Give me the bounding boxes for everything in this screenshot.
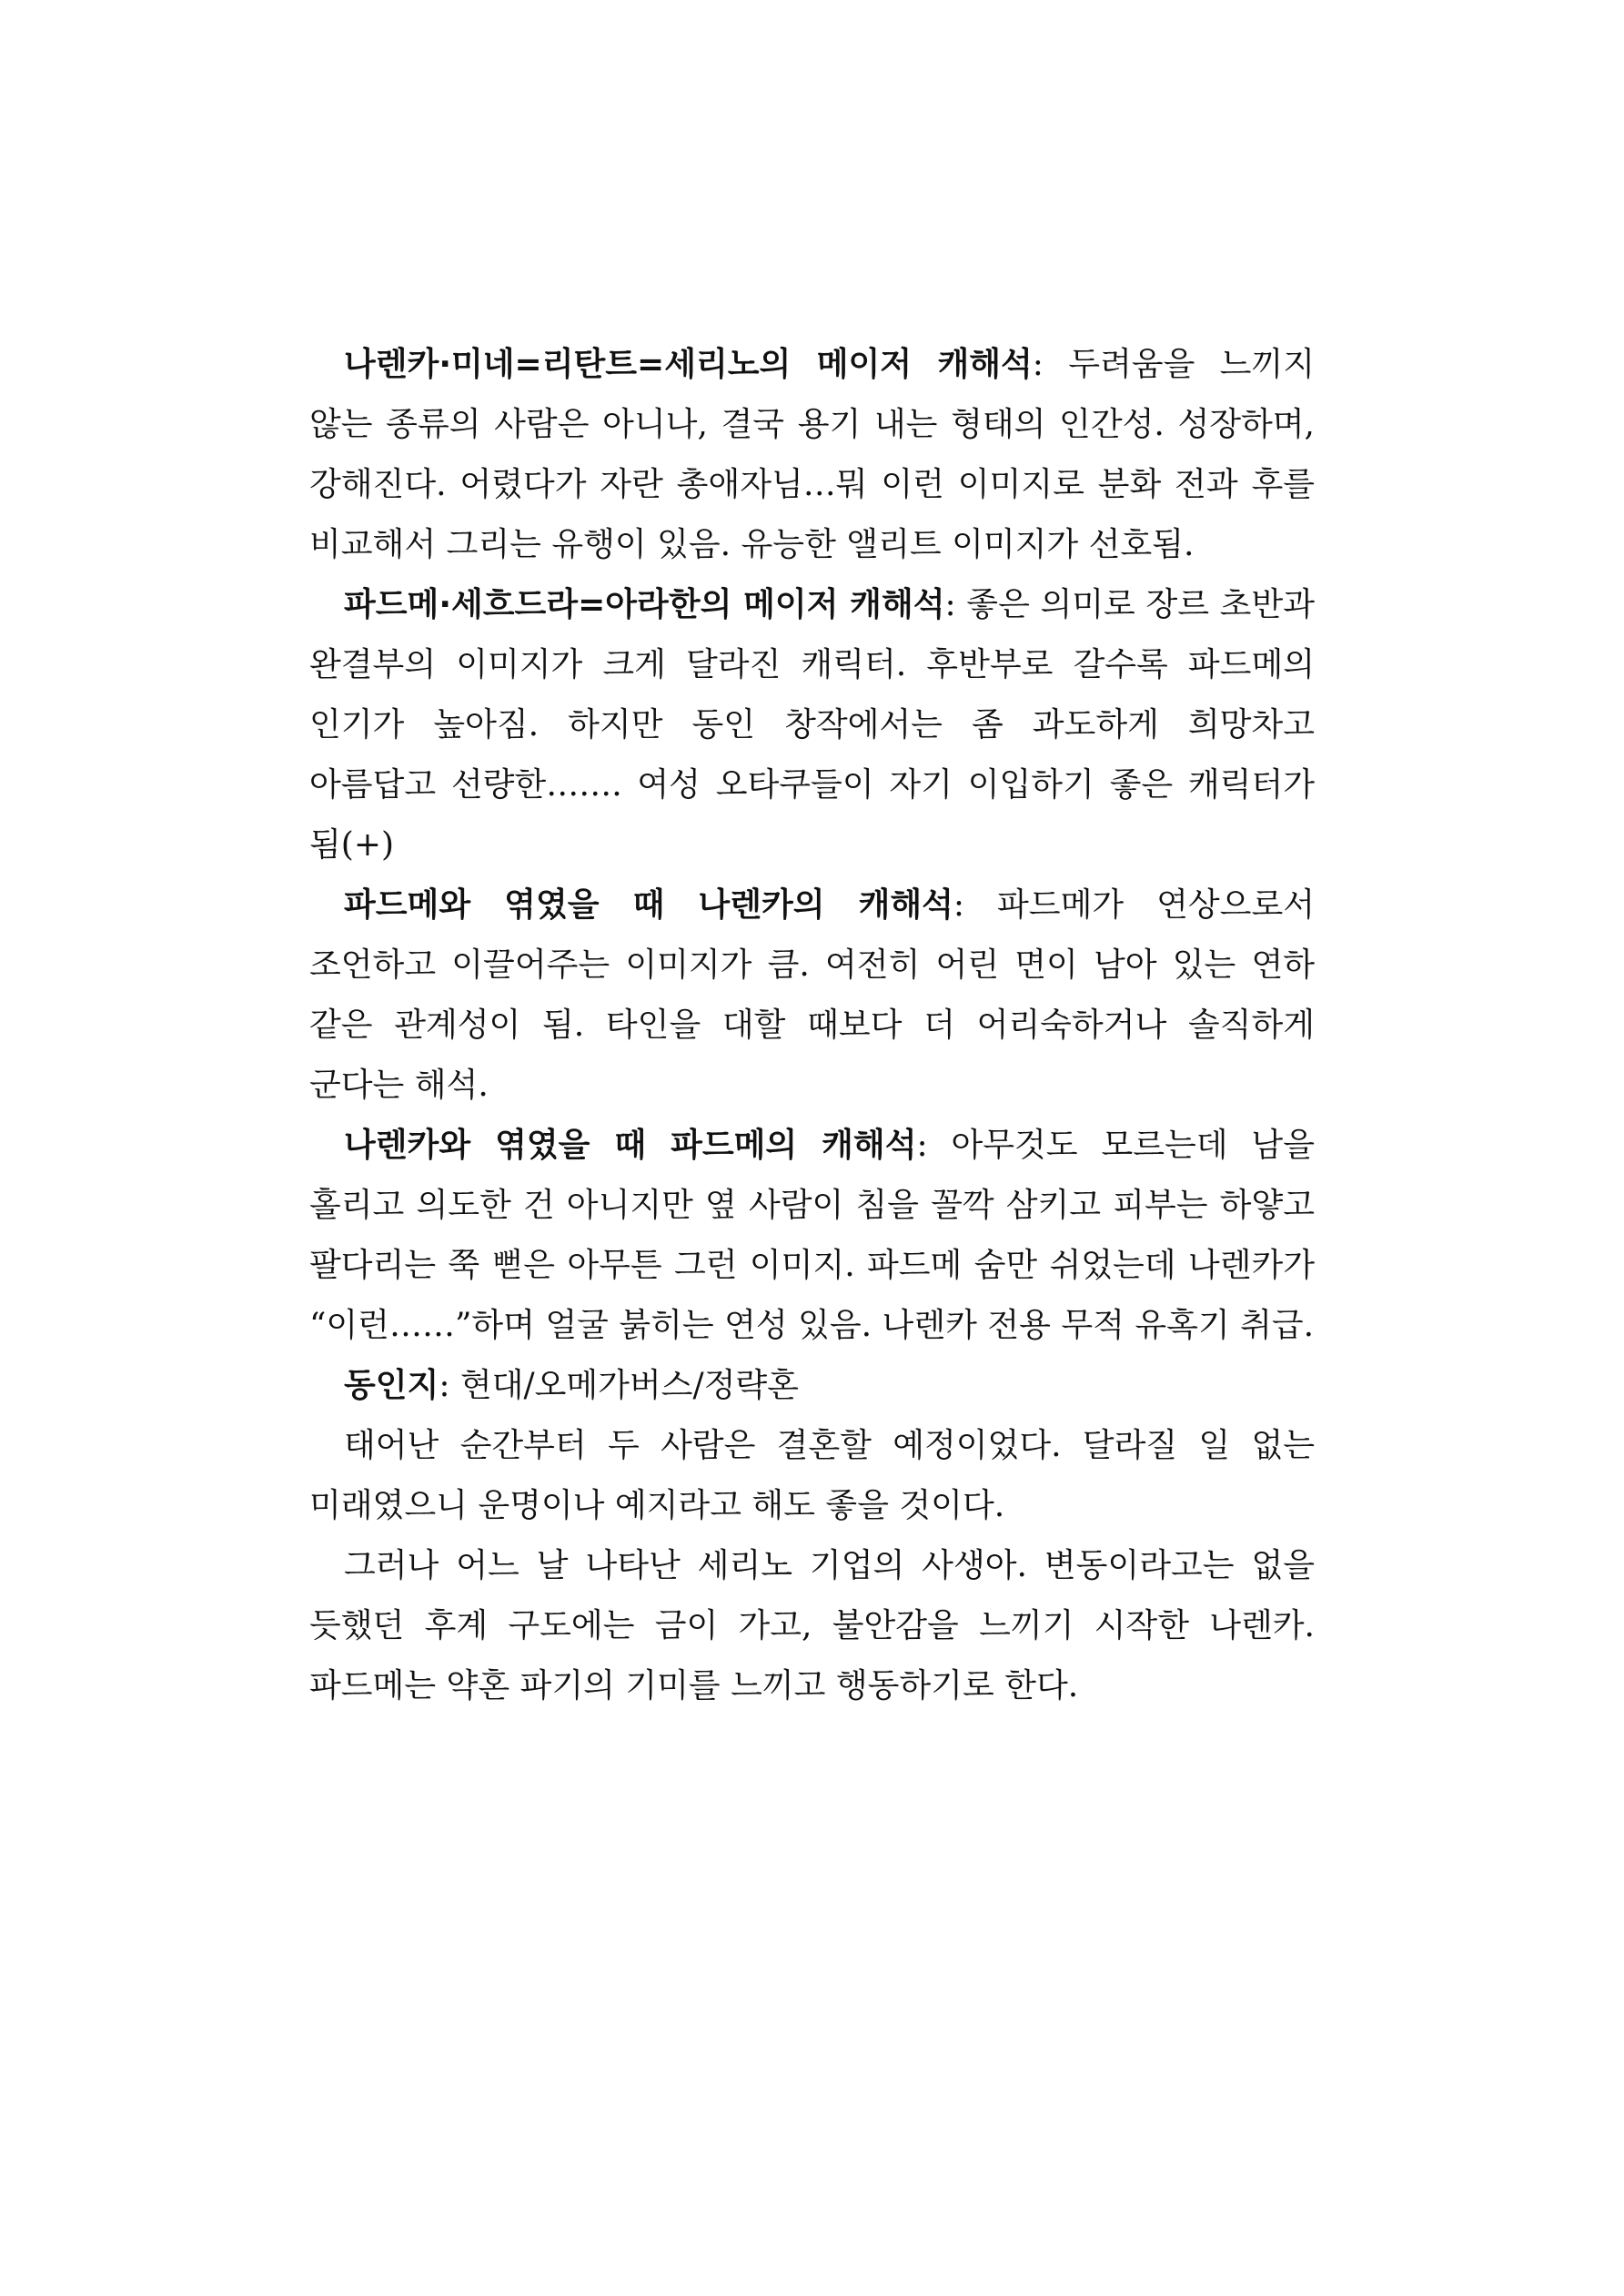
paragraph-text: : 좋은 의미로 장르 초반과 완결부의 이미지가 크게 달라진 캐릭터. 후반부로 갈수록 파드메의 인기가 높아짐. 하지만 동인 창작에서는 좀 과도하게 희망차고 아름답고 선량한……. 여성 오타쿠들이 자기 이입하기 좋은 캐릭터가 됨(+) (309, 586, 1315, 864)
paragraph-padme-major (309, 575, 1315, 875)
paragraph-label: 나렌카와 엮였을 때 파드메의 캐해석 (344, 1127, 917, 1164)
document-body (309, 335, 1315, 1716)
paragraph-padme-with-narenka (309, 1116, 1315, 1356)
paragraph-text: : 파드메가 연상으로서 조언하고 이끌어주는 이미지가 큼. 여전히 어린 면이 남아 있는 연하 같은 관계성이 됨. 타인을 대할 때보다 더 어리숙하거나 솔직하게 군다는 해석. (309, 886, 1315, 1104)
paragraph-text: : 현대/오메가버스/정략혼 (439, 1367, 799, 1404)
paragraph-synopsis-2 (309, 1536, 1315, 1716)
paragraph-label: 파드메와 엮였을 때 나렌카의 캐해석 (344, 886, 953, 924)
paragraph-synopsis-1 (309, 1416, 1315, 1536)
paragraph-narenka-major (309, 335, 1315, 575)
paragraph-text: : 아무것도 모르는데 남을 홀리고 의도한 건 아니지만 옆 사람이 침을 꼴깍 삼키고 피부는 하얗고 팔다리는 쭉 뻗은 아무튼 그런 이미지. 파드메 숨만 쉬었는데 나렌카가 “이런……”하며 얼굴 붉히는 연성 있음. 나렌카 전용 무적 유혹기 취급. (309, 1127, 1315, 1344)
paragraph-text: : 두려움을 느끼지 않는 종류의 사람은 아니나, 결국 용기 내는 형태의 인간성. 성장하며, 강해진다. 어렸다가 자란 총애자님…뭐 이런 이미지로 분화 전과 후를 비교해서 그리는 유행이 있음. 유능한 앨리트 이미지가 선호됨. (309, 346, 1315, 563)
paragraph-doujinshi (309, 1356, 1315, 1416)
paragraph-text: 태어난 순간부터 두 사람은 결혼할 예정이었다. 달라질 일 없는 미래였으니 운명이나 예지라고 해도 좋을 것이다. (309, 1427, 1315, 1524)
paragraph-text: 그러나 어느 날 나타난 세리노 기업의 사생아. 변동이라고는 없을 듯했던 후계 구도에는 금이 가고, 불안감을 느끼기 시작한 나렌카. 파드메는 약혼 파기의 기미를 느끼고 행동하기로 한다. (309, 1547, 1315, 1704)
paragraph-label: 동인지 (344, 1367, 439, 1404)
paragraph-label: 나렌카·미네=리탄트=세리노의 메이저 캐해석 (344, 346, 1033, 383)
paragraph-narenka-with-padme (309, 875, 1315, 1116)
paragraph-label: 파드메·세흐드라=아라한의 메이저 캐해석 (344, 586, 945, 623)
